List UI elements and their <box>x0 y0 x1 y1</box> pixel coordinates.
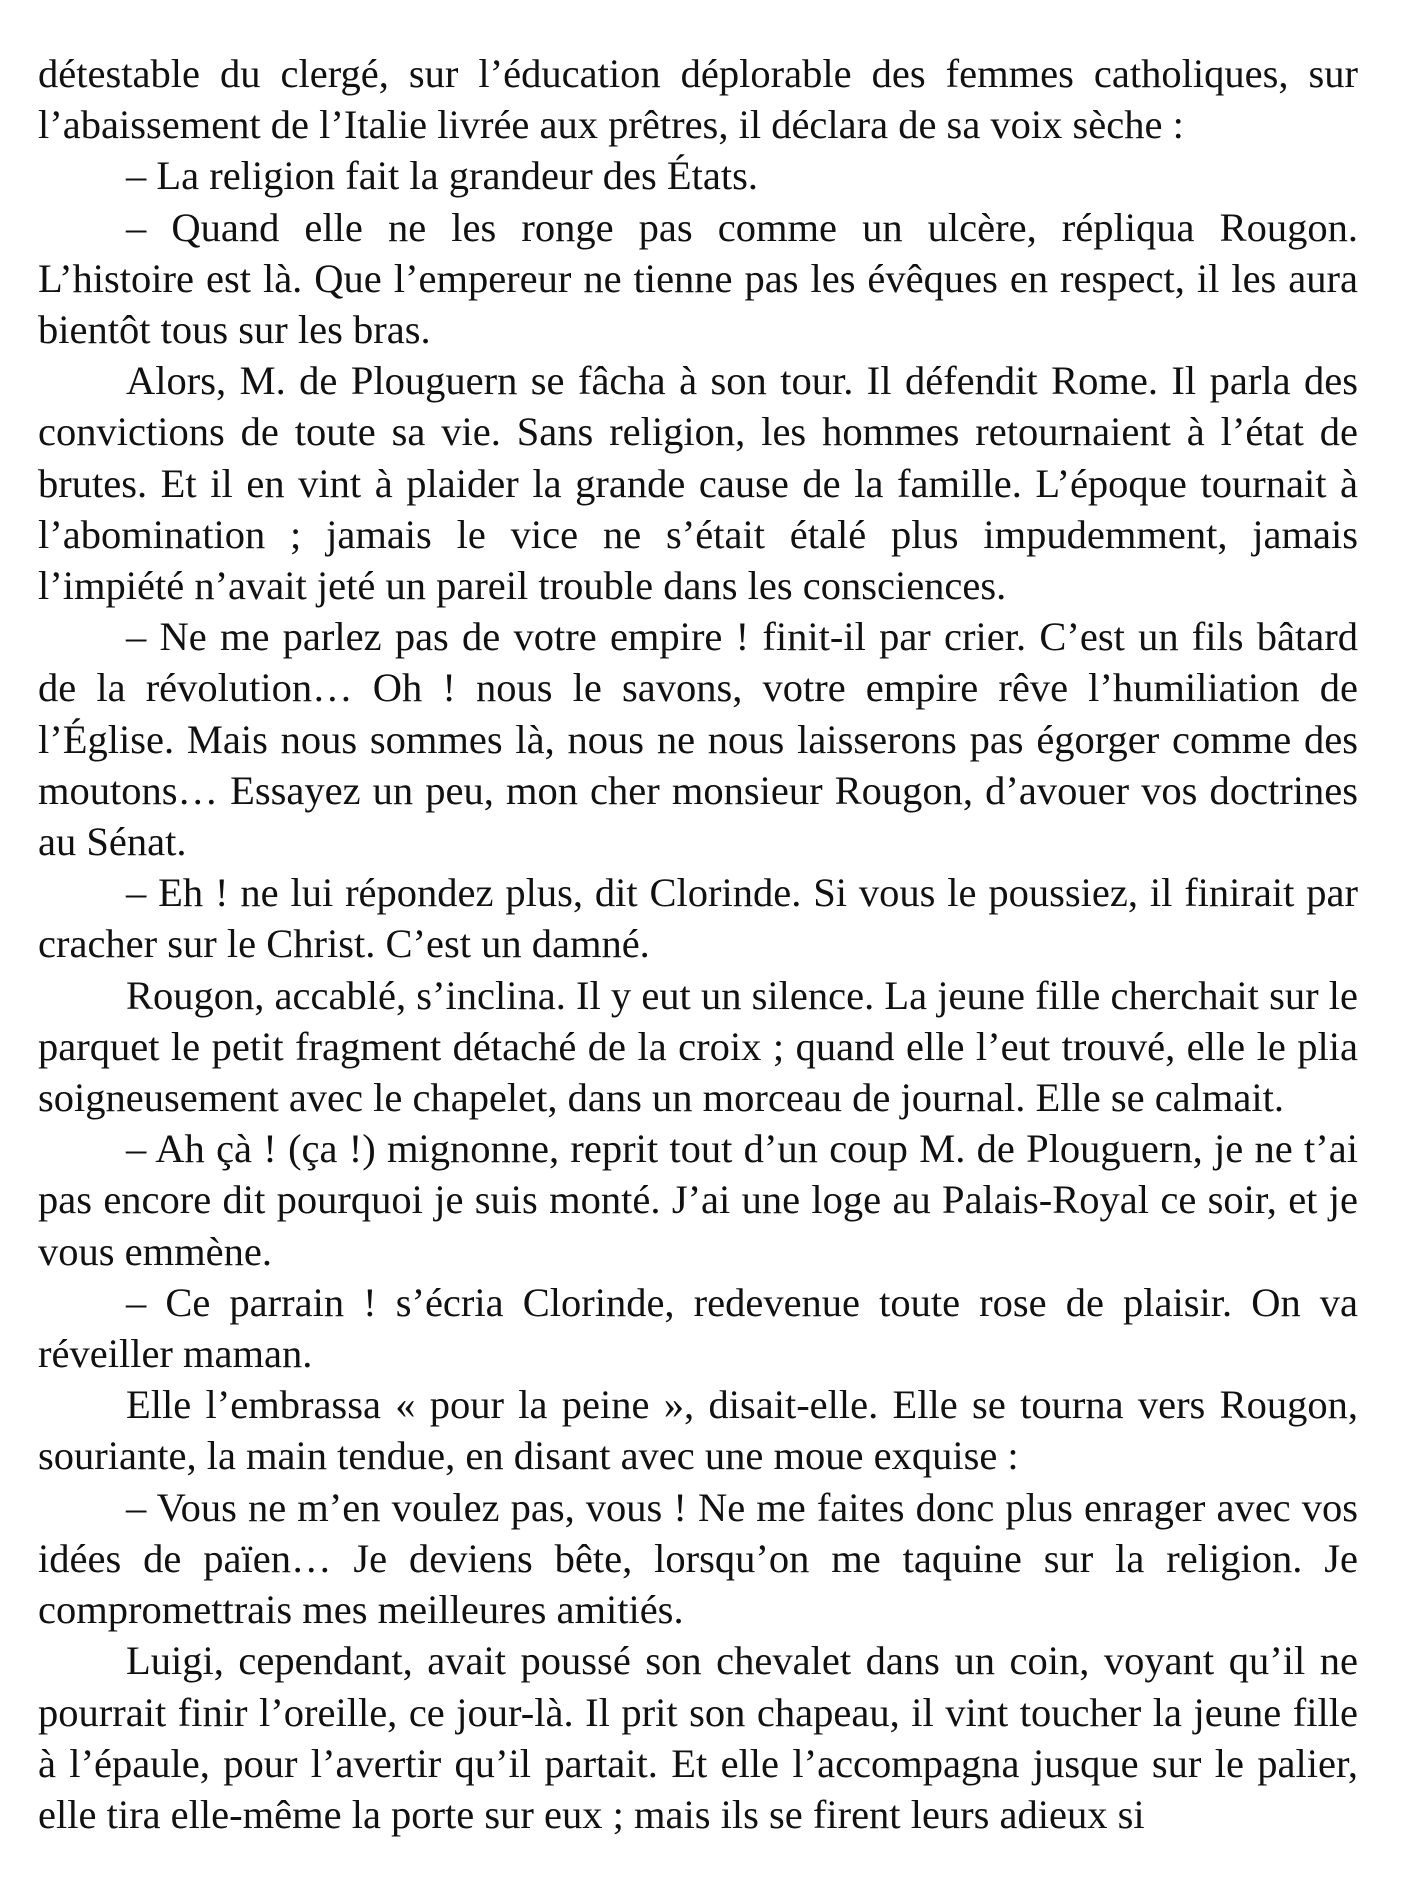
paragraph: Rougon, accablé, s’inclina. Il y eut un silence. La jeune fille cherchait sur le parquet le petit fragment détaché de la croix ; quand elle l’eut trouvé, elle le plia soigneusement avec le chapelet, dans un morceau de journal. Elle se calmait. <box>38 972 1358 1121</box>
paragraph: Luigi, cependant, avait poussé son chevalet dans un coin, voyant qu’il ne pourrait finir l’oreille, ce jour-là. Il prit son chapeau, il vint toucher la jeune fille à l’épaule, pour l’avertir qu’il partait. Et elle l’accompagna jusque sur le palier, elle tira elle-même la porte sur eux ; mais ils se firent leurs adieux si <box>38 1638 1358 1837</box>
paragraph: – Eh ! ne lui répondez plus, dit Clorinde. Si vous le poussiez, il finirait par cracher sur le Christ. C’est un damné. <box>38 870 1358 967</box>
paragraph: Elle l’embrassa « pour la peine », disait-elle. Elle se tourna vers Rougon, souriante, la main tendue, en disant avec une moue exquise : <box>38 1382 1358 1479</box>
paragraph: Alors, M. de Plouguern se fâcha à son tour. Il défendit Rome. Il parla des convictions de toute sa vie. Sans religion, les hommes retournaient à l’état de brutes. Et il en vint à plaider la grande cause de la famille. L’époque tournait à l’abomination ; jamais le vice ne s’était étalé plus impudemment, jamais l’impiété n’avait jeté un pareil trouble dans les consciences. <box>38 358 1358 609</box>
paragraph: – Ne me parlez pas de votre empire ! finit-il par crier. C’est un fils bâtard de la révolution… Oh ! nous le savons, votre empire rêve l’humiliation de l’Église. Mais nous sommes là, nous ne nous laisserons pas égorger comme des moutons… Essayez un peu, mon cher monsieur Rougon, d’avouer vos doctrines au Sénat. <box>38 614 1358 865</box>
paragraph: – Vous ne m’en voulez pas, vous ! Ne me faites donc plus enrager avec vos idées de païen… Je deviens bête, lorsqu’on me taquine sur la religion. Je compromettrais mes meilleures amitiés. <box>38 1484 1358 1633</box>
paragraph: – Ce parrain ! s’écria Clorinde, redevenue toute rose de plaisir. On va réveiller maman. <box>38 1279 1358 1377</box>
paragraph: – La religion fait la grandeur des États. <box>126 153 759 199</box>
paragraph: – Ah çà ! (ça !) mignonne, reprit tout d’un coup M. de Plouguern, je ne t’ai pas encore dit pourquoi je suis monté. J’ai une loge au Palais-Royal ce soir, et je vous emmène. <box>38 1126 1358 1274</box>
page-body <box>38 48 1358 1840</box>
paragraph: – Quand elle ne les ronge pas comme un ulcère, répliqua Rougon. L’histoire est là. Que l’empereur ne tienne pas les évêques en respect, il les aura bientôt tous sur les bras. <box>38 204 1358 353</box>
paragraph-continued: détestable du clergé, sur l’éducation déplorable des femmes catholiques, sur l’abaissement de l’Italie livrée aux prêtres, il déclara de sa voix sèche : <box>38 51 1358 148</box>
